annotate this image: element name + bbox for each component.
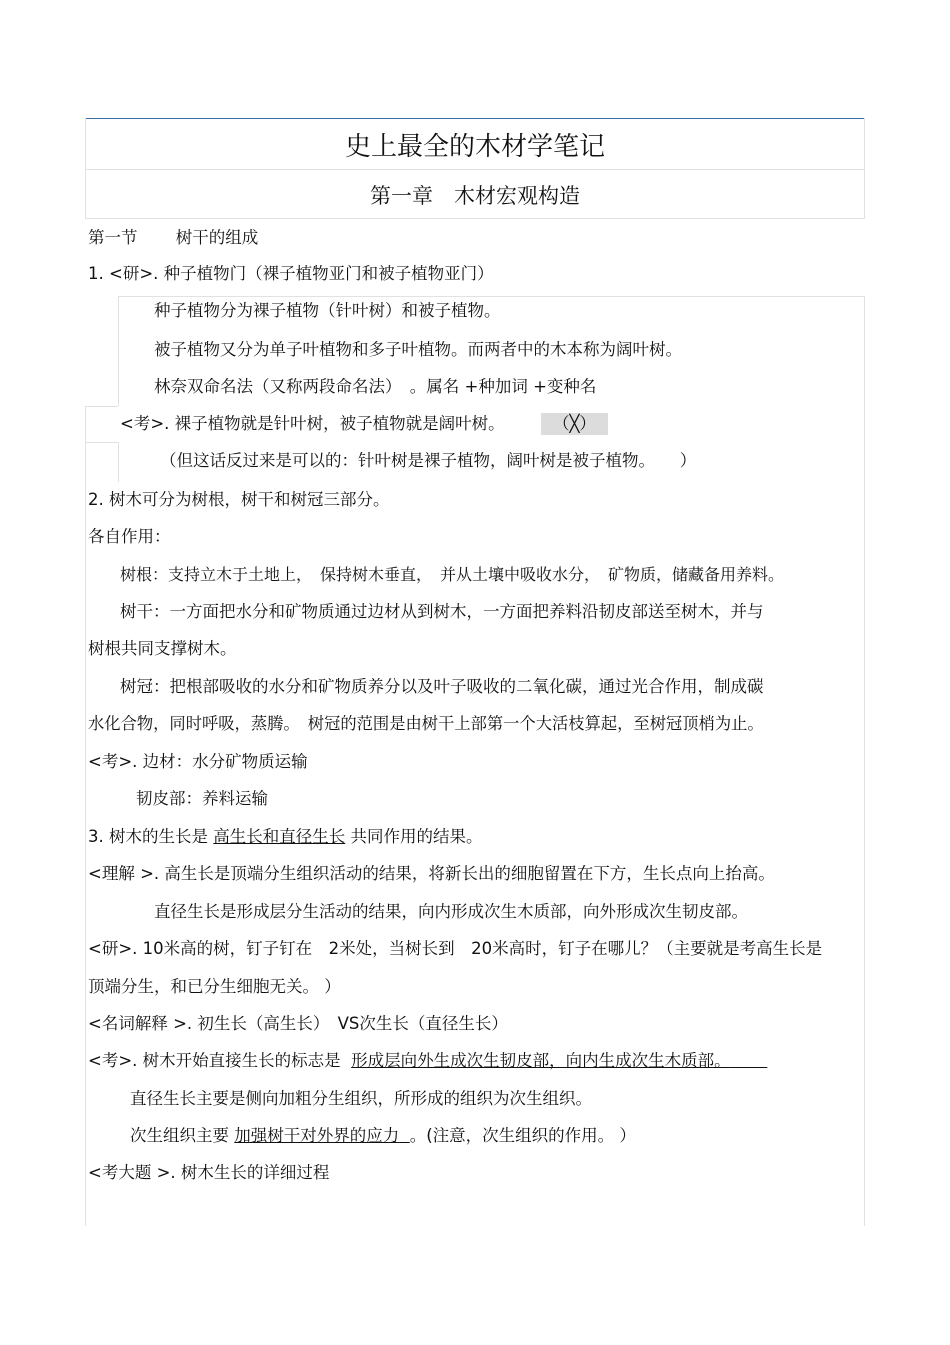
text-line: 林奈双命名法（又称两段命名法） 。属名 +种加词 +变种名 [154,377,597,396]
text-line: 种子植物分为裸子植物（针叶树）和被子植物。 [154,301,501,320]
text-line: （但这话反过来是可以的：针叶树是裸子植物，阔叶树是被子植物。 ） [160,451,697,470]
text-line: 次生组织主要 加强树干对外界的应力 。(注意，次生组织的作用。 ） [130,1126,636,1145]
text-line: 各自作用： [88,527,171,546]
underlined-answer: 形成层向外生成次生韧皮部，向内生成次生木质部。 [351,1051,731,1070]
text-line: 1. <研>. 种子植物门（裸子植物亚门和被子植物亚门） [88,264,494,283]
underlined-answer: 加强树干对外界的应力 [234,1126,400,1145]
top-rule [85,118,865,119]
text-line: 树根共同支撑树木。 [88,639,237,658]
text-line: 韧皮部：养料运输 [136,789,268,808]
chapter-divider [85,218,865,219]
text-line: 直径生长主要是侧向加粗分生组织，所形成的组织为次生组织。 [130,1089,592,1108]
text-line: 树干：一方面把水分和矿物质通过边材从到树木，一方面把养料沿韧皮部送至树木，并与 [120,602,764,621]
text-line: 水化合物，同时呼吸，蒸腾。 树冠的范围是由树干上部第一个大活枝算起，至树冠顶梢为止。 [88,714,764,733]
box-left-border [118,296,119,406]
box-right-border [864,296,865,1226]
text-line: <考>. 边材：水分矿物质运输 [88,752,308,771]
header-right-border [864,118,865,218]
text-line: <考>. 树木开始直接生长的标志是 形成层向外生成次生韧皮部，向内生成次生木质部。 [88,1051,731,1070]
text-line: 树冠：把根部吸收的水分和矿物质养分以及叶子吸收的二氧化碳，通过光合作用，制成碳 [120,677,764,696]
section-heading: 第一节 树干的组成 [88,228,259,247]
text-line: 树根：支持立木于土地上， 保持树木垂直， 并从土壤中吸收水分， 矿物质，储藏备用养料。 [120,565,785,584]
text-line: 2. 树木可分为树根，树干和树冠三部分。 [88,490,390,509]
text-line: 顶端分生，和已分生细胞无关。 ） [88,977,341,996]
box-step-border-2 [85,442,118,443]
header-left-border [85,118,86,218]
text-line: 3. 树木的生长是 高生长和直径生长 共同作用的结果。 [88,827,483,846]
box-step-vline [118,442,119,482]
text-line: <名词解释 >. 初生长（高生长） VS次生长（直径生长） [88,1014,508,1033]
text-line: 被子植物又分为单子叶植物和多子叶植物。而两者中的木本称为阔叶树。 [154,340,682,359]
underlined-answer: 高生长和直径生长 [213,827,346,846]
text-line: <理解 >. 高生长是顶端分生组织活动的结果，将新长出的细胞留置在下方，生长点向上抬高。 [88,864,775,883]
text-line: <考>. 裸子植物就是针叶树，被子植物就是阔叶树。 [120,414,505,433]
page-title: 史上最全的木材学笔记 [344,132,605,162]
chapter-heading: 第一章 木材宏观构造 [370,184,580,208]
title-divider [85,169,865,170]
box-step-border [85,406,118,407]
answer-box: （╳） [541,413,608,435]
text-line: <考大题 >. 树木生长的详细过程 [88,1163,330,1182]
text-line: 直径生长是形成层分生活动的结果，向内形成次生木质部，向外形成次生韧皮部。 [154,902,748,921]
box-top-border [118,296,865,297]
text-line: <研>. 10米高的树，钉子钉在 2米处，当树长到 20米高时，钉子在哪儿？（主要就是考高生长是 [88,939,823,958]
box-lower-left-border [85,406,86,1226]
